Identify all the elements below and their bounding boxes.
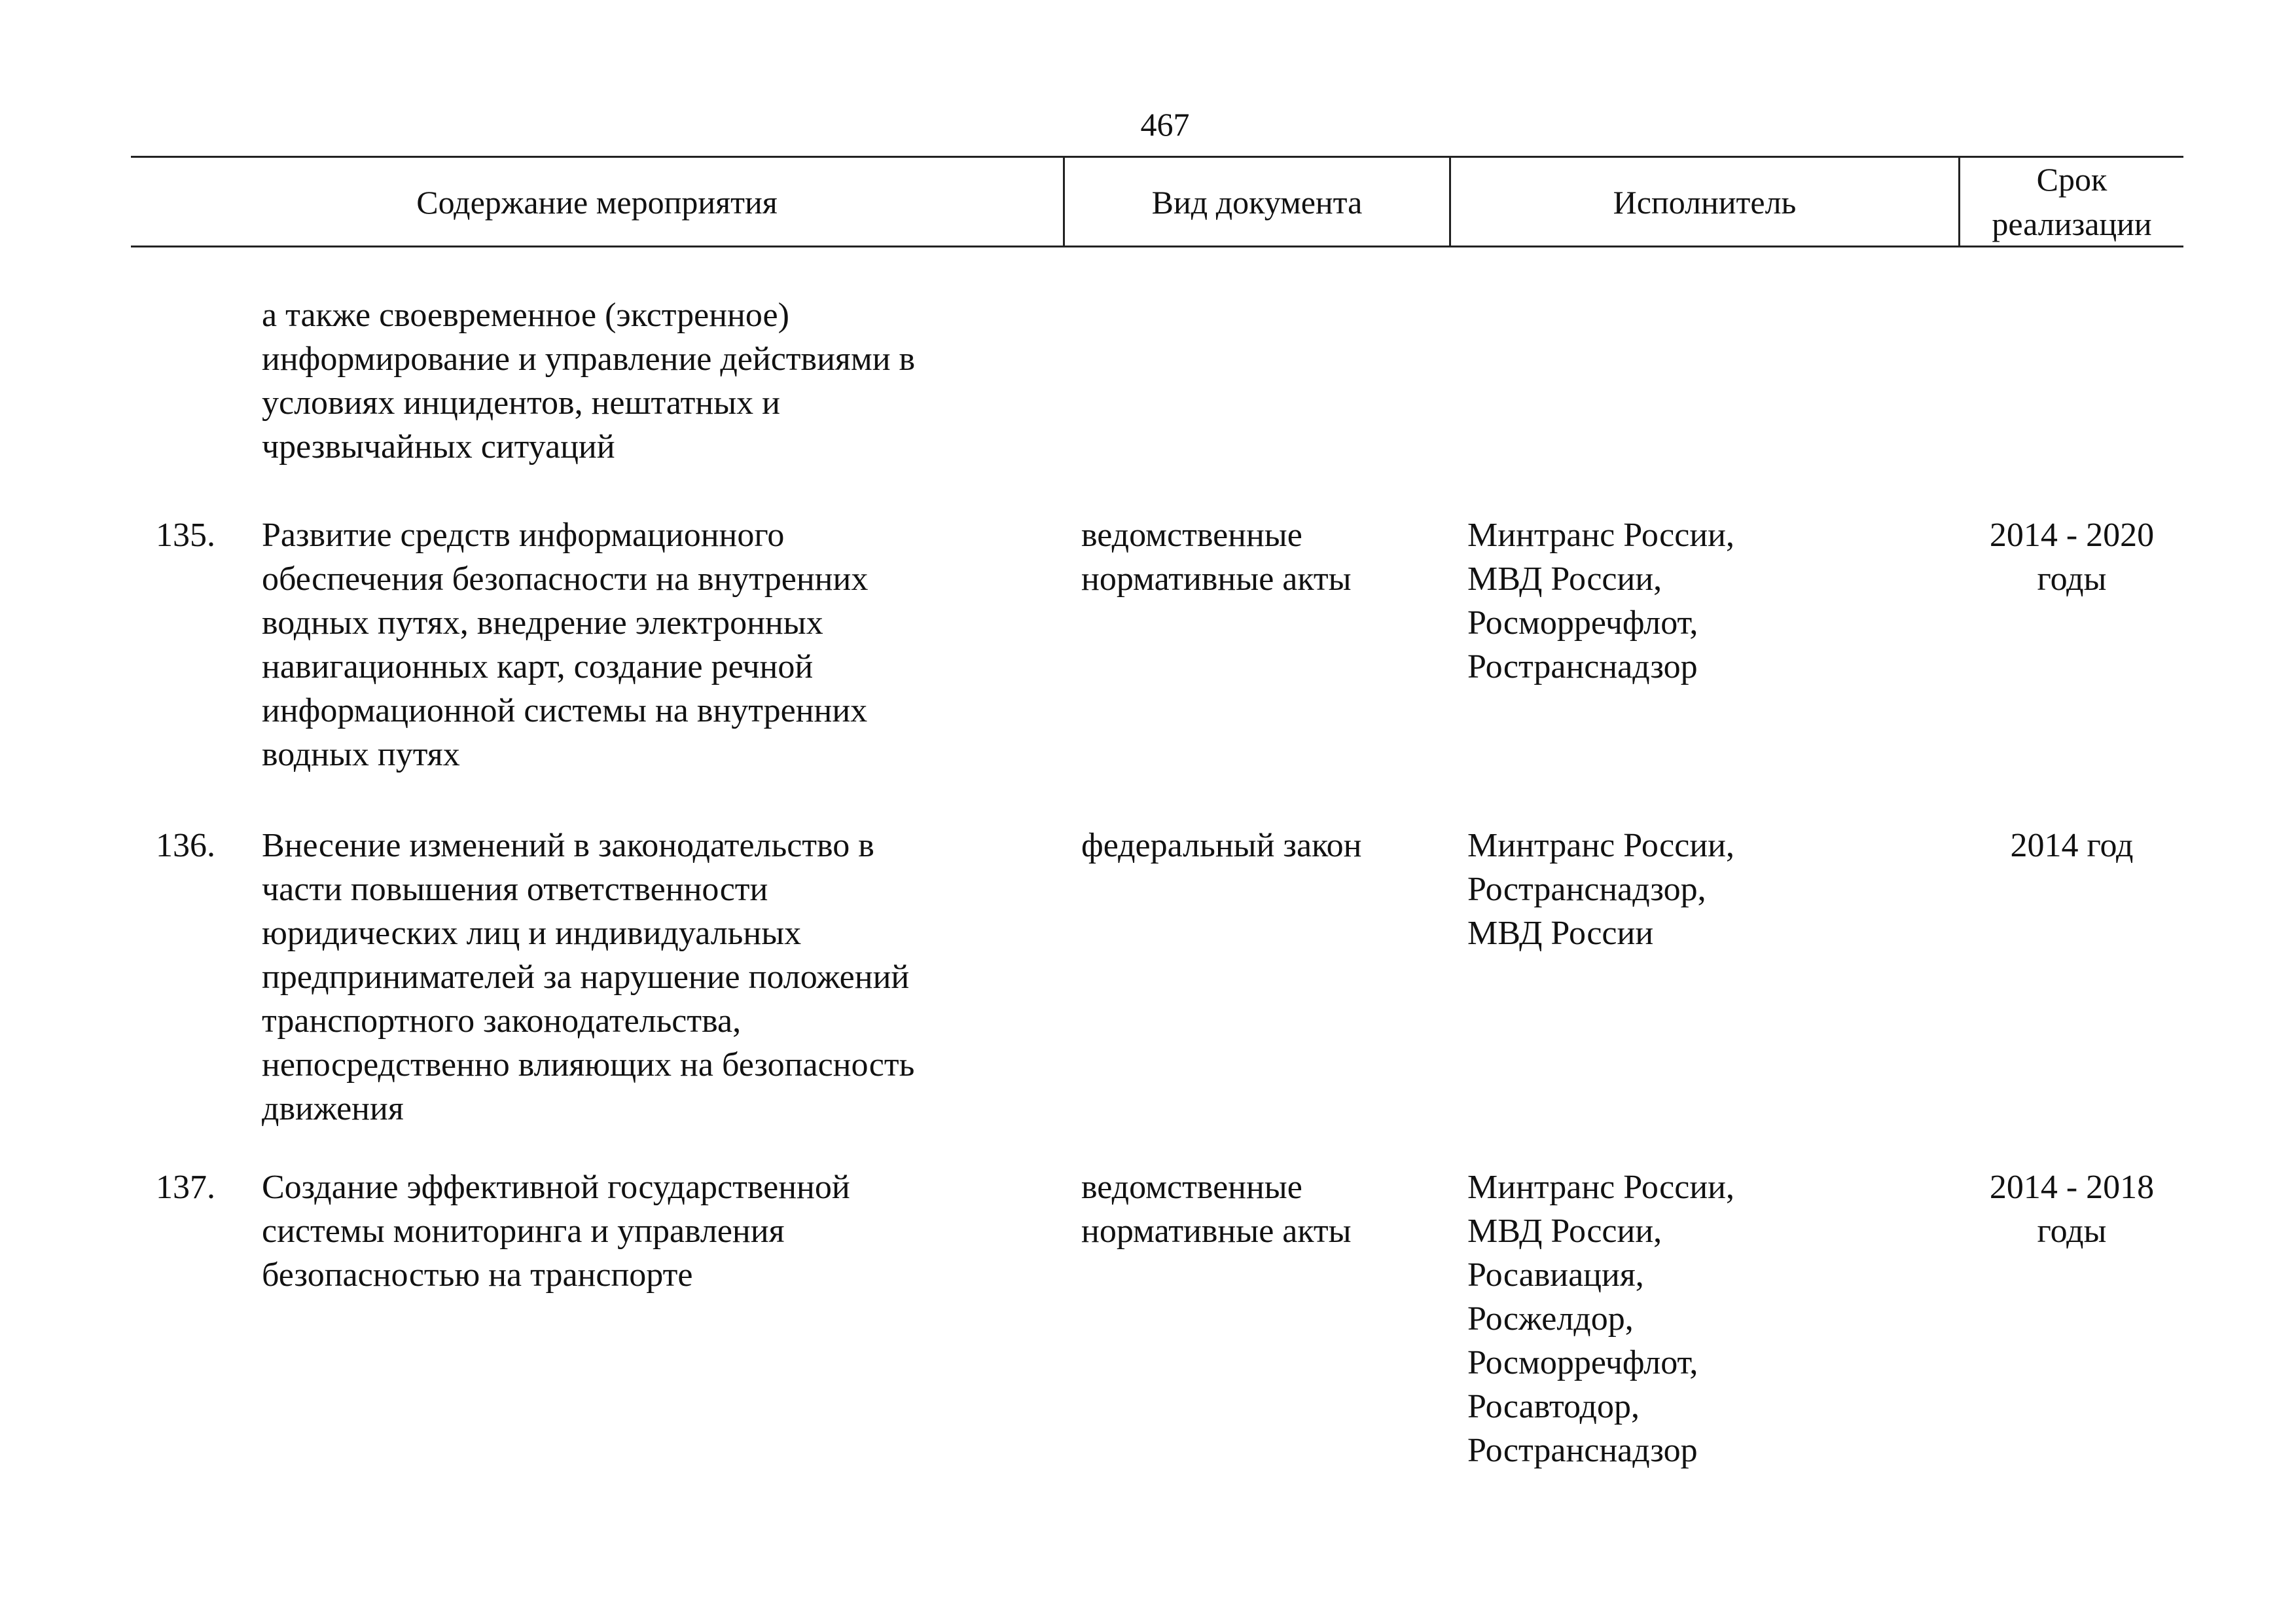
continuation-content: а также своевременное (экстренное) информирование и управление действиями в условиях инцидентов, нештатных и чрезвычайных ситуаций bbox=[262, 297, 916, 465]
row-136-executor: Минтранс России, Ространснадзор, МВД России bbox=[1467, 827, 1734, 952]
header-top-rule bbox=[131, 156, 2183, 158]
header-content: Содержание мероприятия bbox=[416, 184, 778, 221]
row-137-content: Создание эффективной государственной системы мониторинга и управления безопасностью на транспорте bbox=[262, 1169, 850, 1294]
row-137-doc-type: ведомственные нормативные акты bbox=[1081, 1169, 1352, 1250]
row-136-term: 2014 год bbox=[2010, 827, 2134, 864]
row-137-executor: Минтранс России, МВД России, Росавиация, Росжелдор, Росморречфлот, Росавтодор, Ространснадзор bbox=[1467, 1169, 1734, 1469]
row-136-number: 136. bbox=[156, 827, 215, 864]
row-135-term: 2014 - 2020 годы bbox=[1989, 517, 2155, 598]
header-doc-type: Вид документа bbox=[1151, 184, 1363, 221]
row-136-doc-type: федеральный закон bbox=[1081, 827, 1362, 864]
row-135-executor: Минтранс России, МВД России, Росморречфлот, Ространснадзор bbox=[1467, 517, 1734, 685]
row-135-content: Развитие средств информационного обеспечения безопасности на внутренних водных путях, внедрение электронных навигационных карт, создание речной информационной системы на внутренних водных путях bbox=[262, 517, 869, 773]
header-executor: Исполнитель bbox=[1613, 184, 1797, 221]
row-136-content: Внесение изменений в законодательство в части повышения ответственности юридических лиц и индивидуальных предпринимателей за нарушение положений транспортного законодательства, непосредственно влияющих на безопасность движения bbox=[262, 827, 915, 1127]
page-number: 467 bbox=[1140, 106, 1190, 143]
row-135-number: 135. bbox=[156, 517, 215, 554]
row-135-doc-type: ведомственные нормативные акты bbox=[1081, 517, 1352, 598]
header-bottom-rule bbox=[131, 246, 2183, 247]
row-137-number: 137. bbox=[156, 1169, 215, 1206]
row-137-term: 2014 - 2018 годы bbox=[1989, 1169, 2155, 1250]
header-term: Срок реализации bbox=[1992, 161, 2152, 242]
